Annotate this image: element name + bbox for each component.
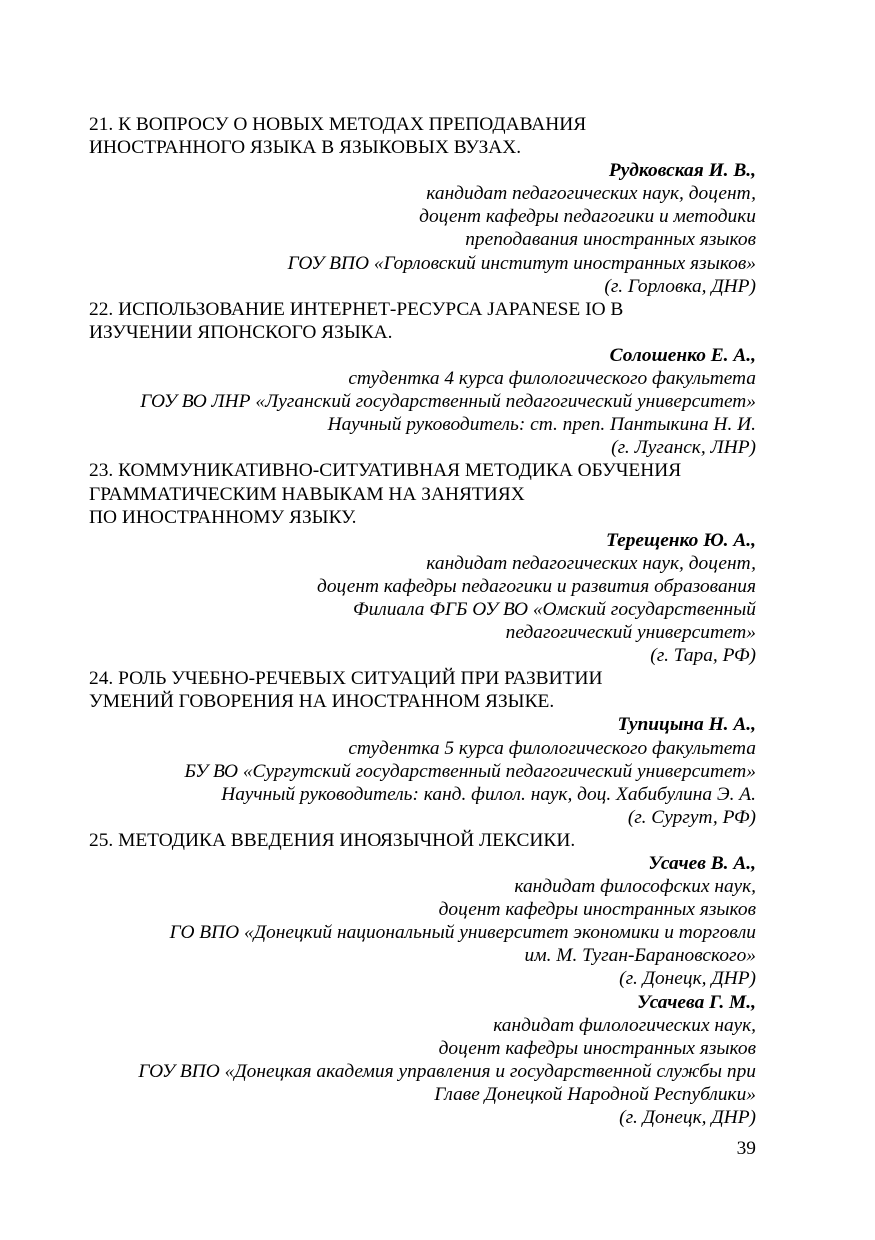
author-name: Тупицына Н. А., <box>617 714 756 736</box>
author-name: Рудковская И. В., <box>608 160 756 182</box>
page-number: 39 <box>736 1138 756 1159</box>
toc-entry-23 <box>89 459 756 667</box>
toc-entry-24 <box>89 667 756 829</box>
author-institution: Главе Донецкой Народной Республики» <box>434 1083 756 1105</box>
author-block <box>89 852 756 991</box>
author-position: преподавания иностранных языков <box>465 229 756 251</box>
author-location: (г. Тара, РФ) <box>650 645 756 667</box>
author-position: доцент кафедры педагогики и развития образования <box>317 575 756 597</box>
author-block <box>89 713 756 828</box>
author-position: доцент кафедры иностранных языков <box>438 899 756 921</box>
author-institution: ГОУ ВПО «Горловский институт иностранных языков» <box>287 252 756 274</box>
title-line: ИНОСТРАННОГО ЯЗЫКА В ЯЗЫКОВЫХ ВУЗАХ. <box>89 137 522 159</box>
entry-title <box>89 298 756 344</box>
author-degree: кандидат философских наук, <box>514 876 756 898</box>
author-position: доцент кафедры педагогики и методики <box>419 206 756 228</box>
title-line: ГРАММАТИЧЕСКИМ НАВЫКАМ НА ЗАНЯТИЯХ <box>89 483 525 505</box>
author-location: (г. Горловка, ДНР) <box>604 275 756 297</box>
author-block <box>89 991 756 1130</box>
author-status: студентка 5 курса филологического факультета <box>348 737 756 759</box>
author-name: Солошенко Е. А., <box>609 344 756 366</box>
entry-title <box>89 113 756 159</box>
author-location: (г. Донецк, ДНР) <box>619 1107 756 1129</box>
author-location: (г. Донецк, ДНР) <box>619 968 756 990</box>
author-degree: кандидат педагогических наук, доцент, <box>426 183 756 205</box>
title-line: 24. РОЛЬ УЧЕБНО-РЕЧЕВЫХ СИТУАЦИЙ ПРИ РАЗВИТИИ <box>89 668 603 690</box>
entry-title <box>89 829 756 852</box>
author-status: студентка 4 курса филологического факультета <box>348 368 756 390</box>
toc-entry-22 <box>89 298 756 460</box>
author-name: Усачев В. А., <box>648 853 756 874</box>
scientific-advisor: Научный руководитель: ст. преп. Пантыкина Н. И. <box>327 414 756 436</box>
author-institution: ГОУ ВО ЛНР «Луганский государственный педагогический университет» <box>140 391 756 413</box>
title-line: УМЕНИЙ ГОВОРЕНИЯ НА ИНОСТРАННОМ ЯЗЫКЕ. <box>89 691 555 713</box>
author-degree: кандидат филологических наук, <box>493 1014 756 1036</box>
author-degree: кандидат педагогических наук, доцент, <box>426 552 756 574</box>
author-name: Терещенко Ю. А., <box>605 529 756 551</box>
scientific-advisor: Научный руководитель: канд. филол. наук, доц. Хабибулина Э. А. <box>221 783 756 805</box>
author-block <box>89 529 756 668</box>
title-line: 23. КОММУНИКАТИВНО-СИТУАТИВНАЯ МЕТОДИКА ОБУЧЕНИЯ <box>89 460 682 482</box>
title-line: 21. К ВОПРОСУ О НОВЫХ МЕТОДАХ ПРЕПОДАВАНИЯ <box>89 114 587 135</box>
entry-title <box>89 459 756 528</box>
title-line: 25. МЕТОДИКА ВВЕДЕНИЯ ИНОЯЗЫЧНОЙ ЛЕКСИКИ. <box>89 829 576 851</box>
title-line: 22. ИСПОЛЬЗОВАНИЕ ИНТЕРНЕТ-РЕСУРСА JAPANESE IO В <box>89 298 624 320</box>
toc-entry-21 <box>89 113 756 298</box>
author-institution: педагогический университет» <box>505 622 756 644</box>
entry-title <box>89 667 756 713</box>
author-location: (г. Луганск, ЛНР) <box>611 437 756 459</box>
author-block <box>89 159 756 298</box>
author-institution: БУ ВО «Сургутский государственный педагогический университет» <box>184 760 756 782</box>
author-institution: ГО ВПО «Донецкий национальный университет экономики и торговли <box>169 922 756 944</box>
title-line: ПО ИНОСТРАННОМУ ЯЗЫКУ. <box>89 506 357 528</box>
author-block <box>89 344 756 459</box>
toc-entry-25 <box>89 829 756 1129</box>
author-position: доцент кафедры иностранных языков <box>438 1037 756 1059</box>
author-name: Усачева Г. М., <box>637 991 756 1013</box>
author-institution: ГОУ ВПО «Донецкая академия управления и государственной службы при <box>138 1060 756 1082</box>
author-institution: им. М. Туган-Барановского» <box>524 945 756 967</box>
title-line: ИЗУЧЕНИИ ЯПОНСКОГО ЯЗЫКА. <box>89 321 393 343</box>
author-institution: Филиала ФГБ ОУ ВО «Омский государственный <box>352 598 756 620</box>
table-of-contents <box>89 113 756 1129</box>
author-location: (г. Сургут, РФ) <box>627 806 756 828</box>
